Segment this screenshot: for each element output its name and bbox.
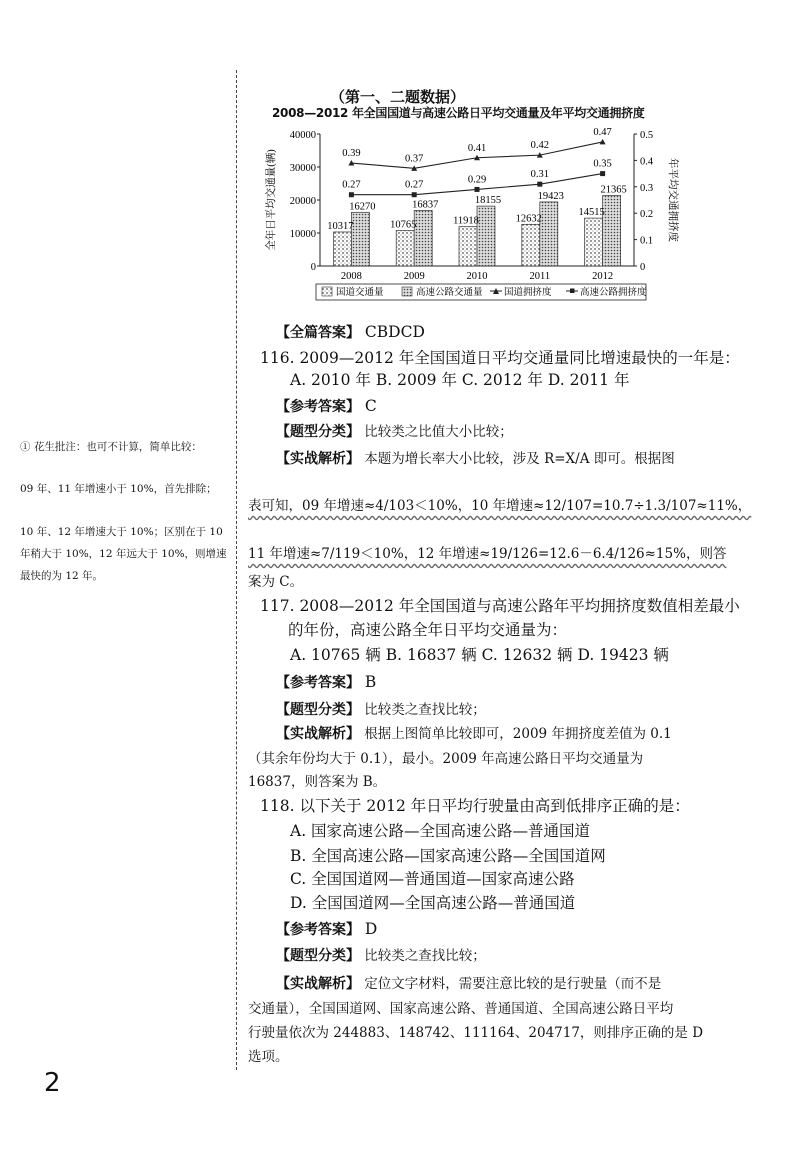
- x-tick-label: 2010: [466, 271, 488, 282]
- line-label: 0.37: [405, 153, 424, 165]
- text-line: [276, 672, 376, 693]
- left-tick-label: 30000: [289, 163, 316, 174]
- legend-swatch: [322, 287, 332, 296]
- line-label: 0.31: [530, 169, 549, 181]
- bar-guodao: [522, 224, 540, 266]
- bar-gaosu: [414, 210, 432, 266]
- section-tag: 【参考答案】: [276, 399, 360, 415]
- text-line: [248, 495, 751, 516]
- side-note: 10 年、12 年增速大于 10%；区别在于 10 年稍大于 10%，12 年远大于 10%，则增速最快的为 12 年。: [20, 526, 227, 582]
- text-line: [248, 1046, 289, 1067]
- x-tick-label: 2008: [340, 271, 362, 282]
- section-tag: 【题型分类】: [276, 948, 360, 964]
- right-axis-title: 年平均交通拥挤度: [667, 158, 678, 242]
- line-text: 比较类之查找比较；: [360, 702, 486, 718]
- marker-square: [537, 182, 542, 187]
- line-text: （其余年份均大于 0.1），最小。2009 年高速公路日平均交通量为: [248, 751, 644, 767]
- section-tag: 【实战解析】: [276, 451, 360, 467]
- text-line: [290, 869, 575, 889]
- left-tick-label: 10000: [289, 229, 316, 240]
- text-line: [248, 998, 673, 1019]
- line-text: 案为 C。: [248, 574, 304, 590]
- left-tick-label: 40000: [289, 130, 316, 141]
- legend-label: 高速公路拥挤度: [580, 288, 647, 298]
- text-line: [260, 348, 740, 368]
- line-label: 0.47: [593, 126, 612, 138]
- line-text: A. 10765 辆 B. 16837 辆 C. 12632 辆 D. 19423 辆: [290, 646, 669, 664]
- section-tag: 【全篇答案】: [276, 325, 360, 341]
- legend-label: 高速公路交通量: [416, 288, 483, 298]
- line-text: A. 国家高速公路—全国高速公路—普通国道: [290, 822, 591, 840]
- text-line: [276, 919, 377, 940]
- right-tick-label: 0.2: [640, 209, 654, 221]
- section-tag: 【实战解析】: [276, 726, 360, 742]
- line-text: 16837，则答案为 B。: [248, 774, 387, 790]
- text-line: [260, 596, 740, 616]
- text-line: [276, 699, 486, 720]
- marker-square: [475, 187, 480, 192]
- left-tick-label: 0: [310, 262, 316, 273]
- line-label: 0.41: [467, 142, 487, 154]
- right-tick-label: 0.5: [640, 130, 654, 141]
- line-text: 交通量），全国国道网、国家高速公路、普通国道、全国高速公路日平均: [248, 1001, 674, 1017]
- line-label: 0.27: [342, 179, 361, 191]
- text-line: [290, 846, 606, 866]
- text-line: [260, 796, 690, 816]
- side-note: 09 年、11 年增速小于 10%，首先排除；: [20, 483, 217, 495]
- bar-gaosu: [540, 202, 558, 266]
- section-tag: 【参考答案】: [276, 922, 360, 938]
- text-line: [290, 370, 629, 390]
- line-text: 表可知，09 年增速≈4/103＜10%，10 年增速≈12/107=10.7÷1.3/107≈11%，: [248, 498, 752, 514]
- marker-square: [412, 192, 417, 197]
- marker-square: [349, 192, 354, 197]
- section-tag: 【实战解析】: [276, 976, 360, 992]
- bar-label: 12632: [515, 213, 542, 225]
- line-text: D: [360, 920, 378, 938]
- legend-marker: [570, 289, 575, 294]
- line-label: 0.29: [467, 174, 487, 186]
- text-line: [248, 571, 303, 592]
- text-line: [276, 322, 425, 343]
- right-tick-label: 0.4: [640, 156, 654, 168]
- x-tick-label: 2012: [592, 271, 614, 282]
- line-text: 本题为增长率大小比较，涉及 R=X/A 即可。根据图: [360, 451, 675, 467]
- chart-header: （第一、二题数据）: [330, 88, 466, 106]
- bar-guodao: [396, 230, 414, 266]
- bar-label: 16837: [412, 199, 439, 211]
- line-text: 行驶量依次为 244883、148742、111164、204717，则排序正确的是 D: [248, 1025, 704, 1041]
- line-text: 比较类之查找比较；: [360, 948, 486, 964]
- line-text: 11 年增速≈7/119＜10%，12 年增速≈19/126=12.6－6.4/126≈15%，则答: [248, 546, 727, 562]
- right-tick-label: 0.3: [640, 182, 654, 194]
- right-tick-label: 0.1: [640, 235, 654, 247]
- text-line: [290, 893, 575, 913]
- text-line: [248, 748, 643, 769]
- line-text: C: [360, 397, 377, 415]
- marker-triangle: [600, 139, 606, 145]
- bar-label: 16270: [349, 201, 376, 213]
- text-line: [276, 396, 377, 417]
- line-text: 118. 以下关于 2012 年日平均行驶量由高到低排序正确的是：: [260, 797, 690, 815]
- text-line: [276, 421, 513, 442]
- left-axis-title: 全年日平均交通量(辆): [266, 149, 277, 251]
- bar-label: 11918: [453, 215, 479, 227]
- side-note: ① 花生批注：也可不计算，简单比较：: [20, 441, 202, 453]
- x-tick-label: 2011: [529, 271, 551, 282]
- bar-label: 10317: [327, 220, 354, 232]
- bar-guodao: [333, 232, 351, 266]
- bar-label: 19423: [537, 190, 564, 202]
- text-line: [276, 448, 675, 469]
- line-text: D. 全国国道网—全国高速公路—普通国道: [290, 894, 576, 912]
- bar-gaosu: [477, 206, 495, 266]
- bar-label: 10765: [390, 219, 417, 231]
- text-line: [276, 973, 661, 994]
- line-text: 117. 2008—2012 年全国国道与高速公路年平均拥挤度数值相差最小: [260, 597, 740, 615]
- line-text: 的年份，高速公路全年日平均交通量为：: [288, 621, 568, 639]
- legend-swatch: [402, 287, 412, 296]
- bar-label: 14515: [578, 207, 605, 219]
- chart-title: 2008—2012 年全国国道与高速公路日平均交通量及年平均交通拥挤度: [272, 106, 645, 120]
- line-text: 定位文字材料，需要注意比较的是行驶量（而不是: [360, 976, 662, 992]
- marker-square: [600, 171, 605, 176]
- line-label: 0.42: [530, 140, 549, 152]
- chart: [262, 120, 702, 320]
- margin-divider: [236, 70, 241, 1070]
- line-text: C. 全国国道网—普通国道—国家高速公路: [290, 870, 575, 888]
- line-text: 选项。: [248, 1049, 289, 1065]
- text-line: [290, 645, 669, 665]
- line-text: 比较类之比值大小比较；: [360, 424, 513, 440]
- text-line: [248, 771, 386, 792]
- line-text: 根据上图简单比较即可，2009 年拥挤度差值为 0.1: [360, 726, 672, 742]
- text-line: [290, 821, 590, 841]
- bar-guodao: [459, 227, 477, 266]
- right-tick-label: 0: [640, 262, 646, 273]
- legend-label: 国道交通量: [336, 288, 384, 298]
- page-number: 2: [44, 1068, 61, 1098]
- line-text: CBDCD: [360, 323, 425, 341]
- line-label: 0.27: [405, 179, 424, 191]
- line-text: A. 2010 年 B. 2009 年 C. 2012 年 D. 2011 年: [290, 371, 630, 389]
- x-tick-label: 2009: [403, 271, 425, 282]
- bar-label: 21365: [600, 184, 627, 196]
- section-tag: 【题型分类】: [276, 702, 360, 718]
- line-text: B. 全国高速公路—国家高速公路—全国国道网: [290, 847, 606, 865]
- bar-gaosu: [351, 212, 369, 266]
- left-tick-label: 20000: [289, 196, 316, 207]
- text-line: [248, 543, 726, 564]
- line-text: 116. 2009—2012 年全国国道日平均交通量同比增速最快的一年是：: [260, 349, 740, 367]
- text-line: [276, 945, 486, 966]
- line-label: 0.39: [342, 148, 361, 160]
- bar-guodao: [585, 218, 603, 266]
- line-label: 0.35: [593, 158, 612, 170]
- section-tag: 【题型分类】: [276, 424, 360, 440]
- legend-label: 国道拥挤度: [504, 288, 552, 298]
- bar-label: 18155: [474, 195, 502, 207]
- bar-gaosu: [603, 195, 621, 266]
- text-line: [276, 723, 672, 744]
- text-line: [288, 620, 567, 640]
- section-tag: 【参考答案】: [276, 675, 360, 691]
- text-line: [248, 1022, 703, 1043]
- line-text: B: [360, 673, 377, 691]
